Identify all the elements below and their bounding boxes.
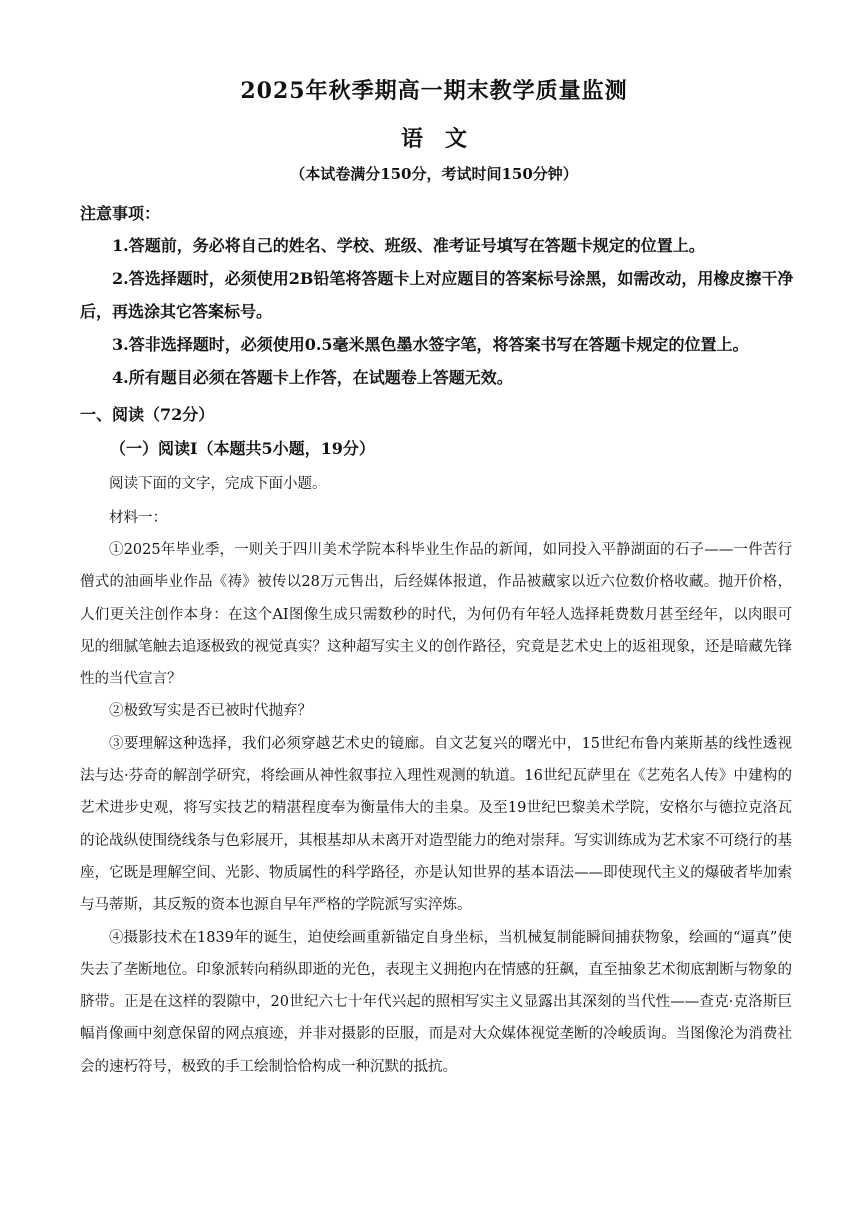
notice-item-4: 4.所有题目必须在答题卡上作答，在试题卷上答题无效。 xyxy=(112,368,513,387)
reading-instruction: 阅读下面的文字，完成下面小题。 xyxy=(109,476,327,492)
article-paragraph-3: ③要理解这种选择，我们必须穿越艺术史的镜廊。自文艺复兴的曙光中，15世纪布鲁内莱斯基的线性透视法与达·芬奇的解剖学研究，将绘画从神性叙事拉入理性观测的轨道。16世纪瓦萨里在《艺苑名人传》中建构的艺术进步史观，将写实技艺的精湛程度奉为衡量伟大的圭臬。及至19世纪巴黎美术学院，安格尔与德拉克洛瓦的论战纵使围绕线条与色彩展开，其根基却从未离开对造型能力的绝对崇拜。写实训练成为艺术家不可绕行的基座，它既是理解空间、光影、物质属性的科学路径，亦是认知世界的基本语法——即使现代主义的爆破者毕加索与马蒂斯，其反叛的资本也源自早年严格的学院派写实淬炼。 xyxy=(80,735,792,914)
sub-section-heading: （一）阅读Ⅰ（本题共5小题，19分） xyxy=(110,439,375,458)
article-paragraph-2: ②极致写实是否已被时代抛弃？ xyxy=(109,703,312,720)
notice-list xyxy=(80,229,800,394)
subject-title: 语文 xyxy=(400,126,489,152)
article-body xyxy=(80,534,792,1083)
notice-heading: 注意事项： xyxy=(80,204,161,223)
article-paragraph-4: ④摄影技术在1839年的诞生，迫使绘画重新锚定自身坐标，当机械复制能瞬间捕获物象，绘画的“逼真”使失去了垄断地位。印象派转向稍纵即逝的光色，表现主义拥抱内在情感的狂飙，直至抽象艺术彻底割断与物象的脐带。正是在这样的裂隙中，20世纪六七十年代兴起的照相写实主义显露出其深刻的当代性——查克·克洛斯巨幅肖像画中刻意保留的网点痕迹，并非对摄影的臣服，而是对大众媒体视觉垄断的冷峻质询。当图像沦为消费社会的速朽符号，极致的手工绘制恰恰构成一种沉默的抵抗。 xyxy=(80,929,792,1075)
exam-title: 2025年秋季期高一期末教学质量监测 xyxy=(240,78,628,104)
notice-item-1: 1.答题前，务必将自己的姓名、学校、班级、准考证号填写在答题卡规定的位置上。 xyxy=(112,236,705,255)
notice-item-3: 3.答非选择题时，必须使用0.5毫米黑色墨水签字笔，将答案书写在答题卡规定的位置上。 xyxy=(112,335,749,354)
section-heading: 一、阅读（72分） xyxy=(80,405,215,424)
exam-info: （本试卷满分150分，考试时间150分钟） xyxy=(290,165,578,183)
material-label: 材料一： xyxy=(109,510,167,526)
notice-item-2: 2.答选择题时，必须使用2B铅笔将答题卡上对应题目的答案标号涂黑，如需改动，用橡皮擦干净后，再选涂其它答案标号。 xyxy=(80,269,794,321)
article-paragraph-1: ①2025年毕业季，一则关于四川美术学院本科毕业生作品的新闻，如同投入平静湖面的石子——一件苦行僧式的油画毕业作品《祷》被传以28万元售出，后经媒体报道，作品被藏家以近六位数价格收藏。抛开价格，人们更关注创作本身：在这个AI图像生成只需数秒的时代，为何仍有年轻人选择耗费数月甚至经年，以肉眼可见的细腻笔触去追逐极致的视觉真实？这种超写实主义的创作路径，究竟是艺术史上的返祖现象，还是暗藏先锋性的当代宣言？ xyxy=(80,542,792,688)
